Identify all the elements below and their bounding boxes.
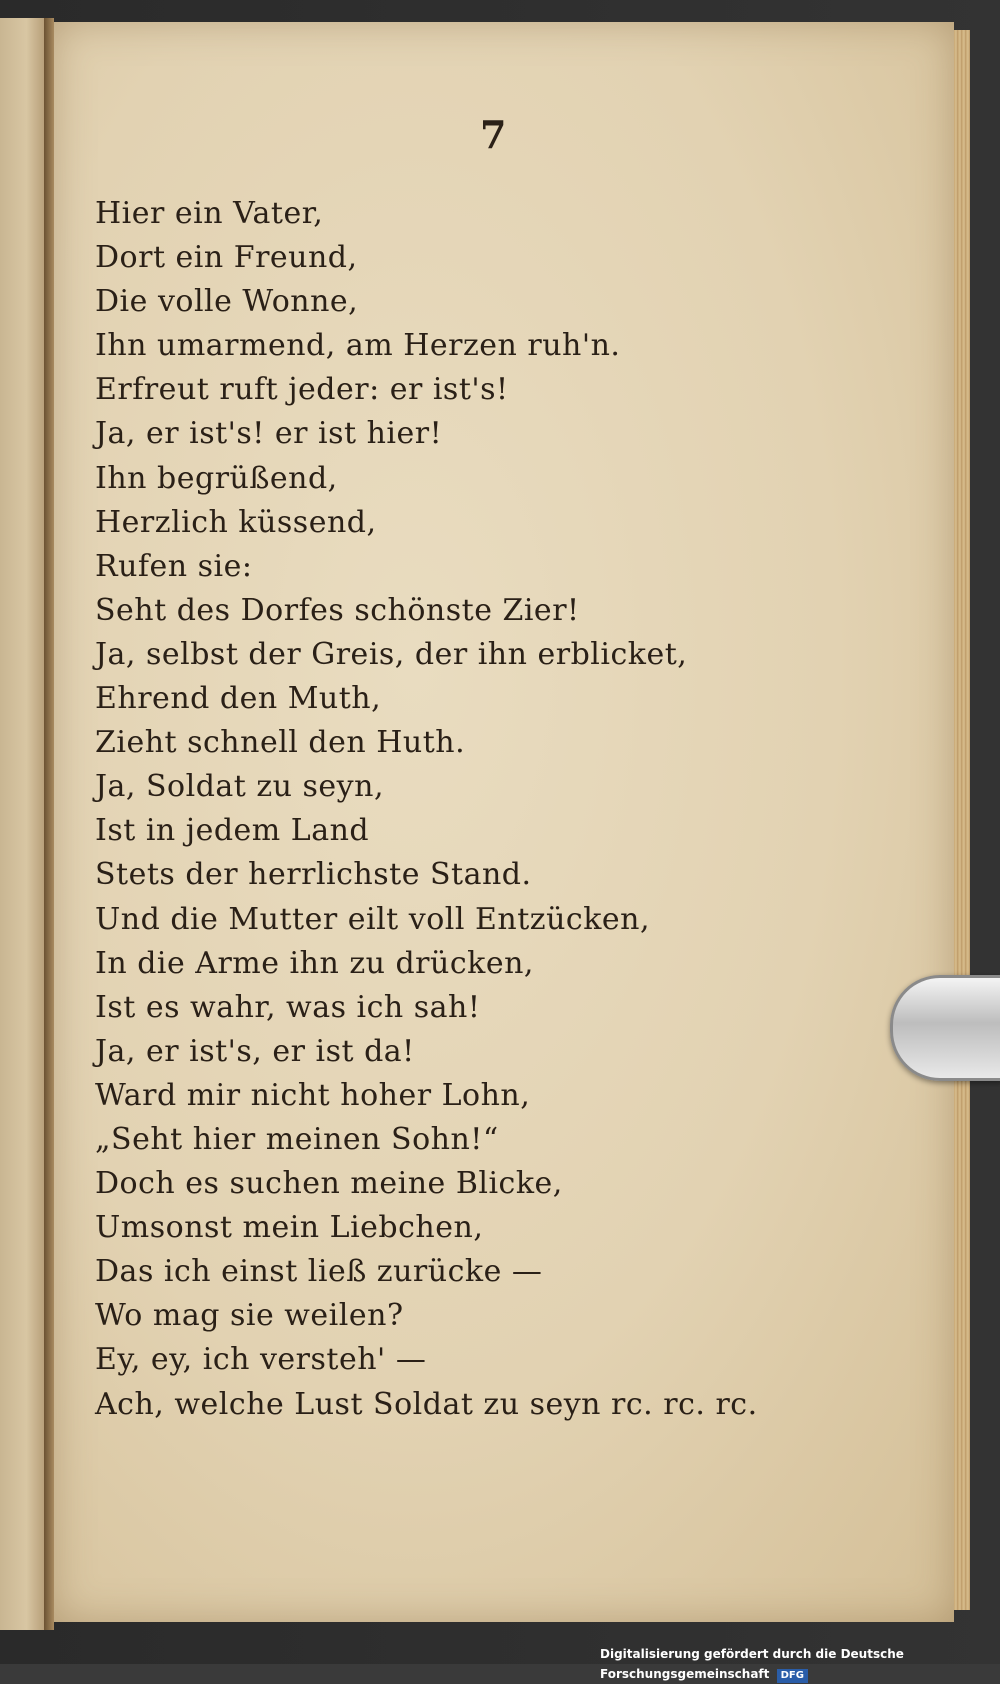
poem-line: Ehrend den Muth, xyxy=(95,681,382,717)
poem-line: Hier ein Vater, xyxy=(95,196,324,231)
page-number: 7 xyxy=(480,112,507,157)
poem-line: Wo mag sie weilen? xyxy=(95,1298,404,1334)
poem-line: Ja, Soldat zu seyn, xyxy=(95,769,384,805)
poem-line: Und die Mutter eilt voll Entzücken, xyxy=(95,901,650,937)
poem-text xyxy=(95,192,795,1427)
poem-line: Rufen sie: xyxy=(95,548,253,584)
poem-line: Doch es suchen meine Blicke, xyxy=(95,1166,563,1202)
poem-line: Ihn umarmend, am Herzen ruh'n. xyxy=(95,328,621,364)
poem-line: Ach, welche Lust Soldat zu seyn rc. rc. rc. xyxy=(95,1386,758,1422)
poem-line: „Seht hier meinen Sohn!“ xyxy=(95,1121,499,1157)
poem-line: Herzlich küssend, xyxy=(95,504,377,540)
left-page-edge xyxy=(0,18,47,1630)
poem-line: Zieht schnell den Huth. xyxy=(95,725,466,761)
dfg-logo-icon: DFG xyxy=(777,1669,808,1683)
poem-line: Ey, ey, ich versteh' — xyxy=(95,1342,427,1378)
credit-text: Digitalisierung gefördert durch die Deutsche Forschungsgemeinschaft xyxy=(600,1647,904,1681)
page-clip-icon xyxy=(890,975,1000,1081)
poem-line: Die volle Wonne, xyxy=(95,284,359,320)
digitization-credit xyxy=(600,1644,1000,1681)
poem-line: Ihn begrüßend, xyxy=(95,460,338,496)
poem-line: Ja, er ist's, er ist da! xyxy=(95,1033,415,1069)
poem-line: Umsonst mein Liebchen, xyxy=(95,1210,484,1246)
poem-line: Ja, selbst der Greis, der ihn erblicket, xyxy=(95,636,688,672)
poem-line: Ja, er ist's! er ist hier! xyxy=(95,416,443,452)
poem-line: Seht des Dorfes schönste Zier! xyxy=(95,592,580,628)
poem-line: Dort ein Freund, xyxy=(95,240,358,276)
poem-line: In die Arme ihn zu drücken, xyxy=(95,945,534,981)
poem-line: Stets der herrlichste Stand. xyxy=(95,857,532,893)
poem-line: Das ich einst ließ zurücke — xyxy=(95,1254,543,1290)
poem-line: Ist es wahr, was ich sah! xyxy=(95,989,481,1025)
poem-line: Ist in jedem Land xyxy=(95,813,370,849)
book-gutter xyxy=(44,18,54,1630)
poem-line: Ward mir nicht hoher Lohn, xyxy=(95,1077,531,1113)
poem-line: Erfreut ruft jeder: er ist's! xyxy=(95,372,509,408)
